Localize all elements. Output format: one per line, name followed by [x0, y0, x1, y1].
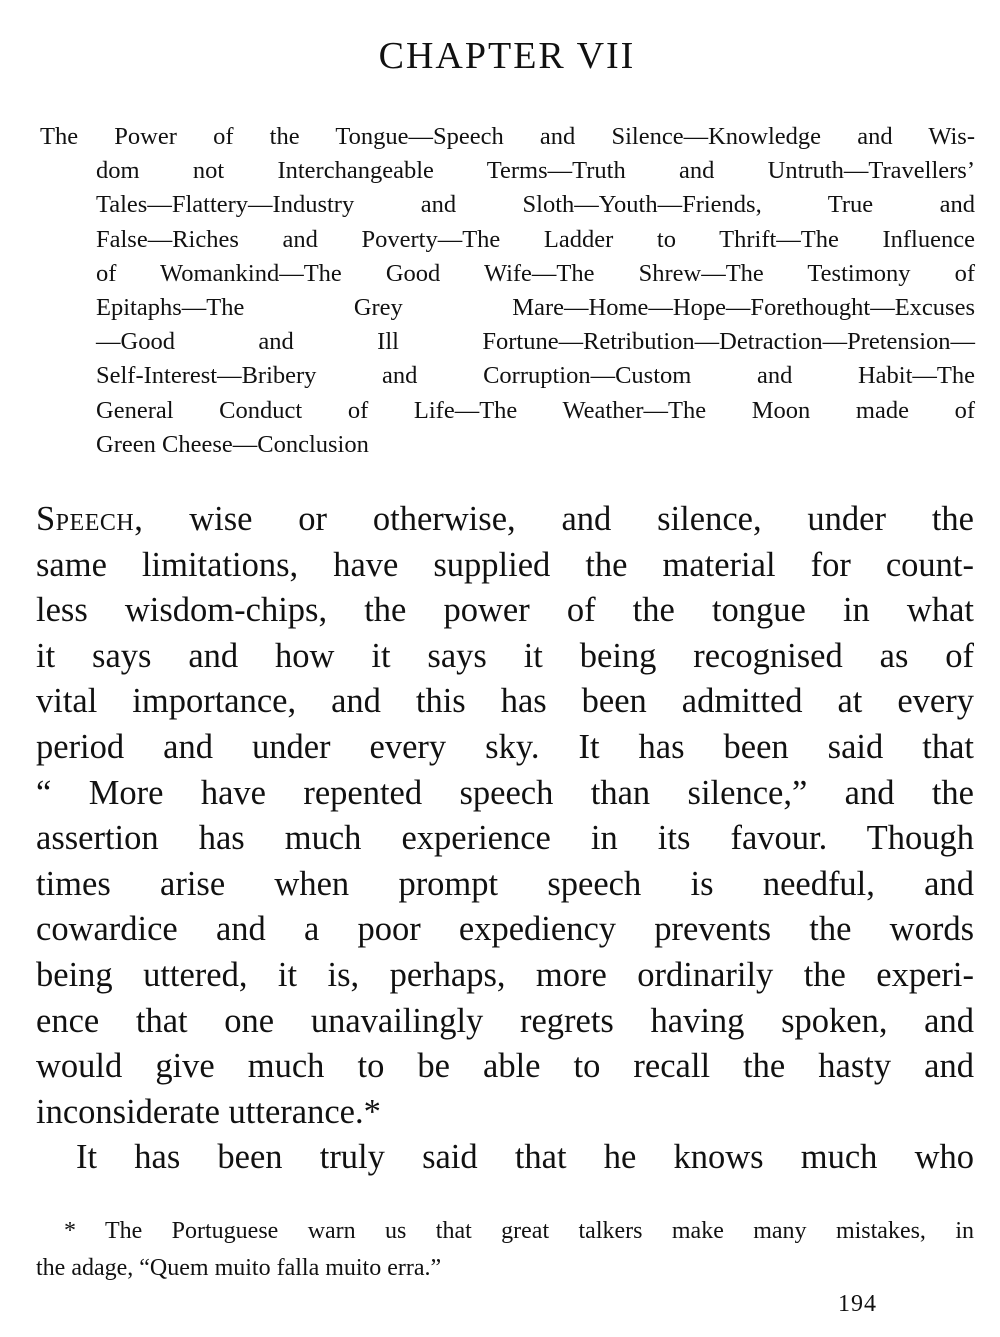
summary-line: Self-Interest—Bribery and Corruption—Custom and Habit—The [96, 362, 975, 390]
body-line: inconsiderate utterance.* [36, 1092, 381, 1131]
footnote-line: * The Portuguese warn us that great talkers make many mistakes, in [64, 1218, 974, 1244]
page-number: 194 [838, 1291, 877, 1317]
body-line: it says and how it says it being recognised as of [36, 636, 974, 675]
body-text [36, 497, 974, 1181]
body-line: cowardice and a poor expediency prevents the words [36, 910, 974, 949]
body-line: It has been truly said that he knows much who [76, 1138, 974, 1177]
body-line-rest: wise or otherwise, and silence, under the [143, 500, 974, 538]
body-line: vital importance, and this has been admitted at every [36, 682, 974, 721]
body-line: assertion has much experience in its favour. Though [36, 819, 974, 858]
summary-line: dom not Interchangeable Terms—Truth and Untruth—Travellers’ [96, 157, 975, 185]
footnote [36, 1213, 974, 1287]
body-line: same limitations, have supplied the material for count- [36, 545, 974, 584]
summary-line: Epitaphs—The Grey Mare—Home—Hope—Forethought—Excuses [96, 294, 975, 322]
body-line: period and under every sky. It has been said that [36, 727, 974, 766]
body-line: ence that one unavailingly regrets having spoken, and [36, 1001, 974, 1040]
chapter-summary [40, 120, 975, 462]
summary-line: of Womankind—The Good Wife—The Shrew—The Testimony of [96, 259, 975, 287]
summary-line: False—Riches and Poverty—The Ladder to Thrift—The Influence [96, 225, 975, 253]
summary-line: Tales—Flattery—Industry and Sloth—Youth—Friends, True and [96, 191, 975, 219]
body-line: less wisdom-chips, the power of the tongue in what [36, 591, 974, 630]
body-line: being uttered, it is, perhaps, more ordinarily the experi- [36, 955, 974, 994]
summary-line: Green Cheese—Conclusion [96, 430, 369, 458]
body-line [36, 497, 974, 543]
body-line: “ More have repented speech than silence,” and the [36, 773, 974, 812]
summary-line: The Power of the Tongue—Speech and Silence—Knowledge and Wis- [40, 123, 975, 150]
lead-word: Speech, [36, 500, 144, 538]
summary-line: General Conduct of Life—The Weather—The Moon made of [96, 396, 975, 424]
chapter-title: CHAPTER VII [378, 35, 636, 77]
body-line: would give much to be able to recall the hasty and [36, 1047, 974, 1086]
body-line: times arise when prompt speech is needful, and [36, 864, 974, 903]
summary-line: —Good and Ill Fortune—Retribution—Detraction—Pretension— [96, 328, 975, 356]
footnote-line: the adage, “Quem muito falla muito erra.” [36, 1255, 442, 1281]
